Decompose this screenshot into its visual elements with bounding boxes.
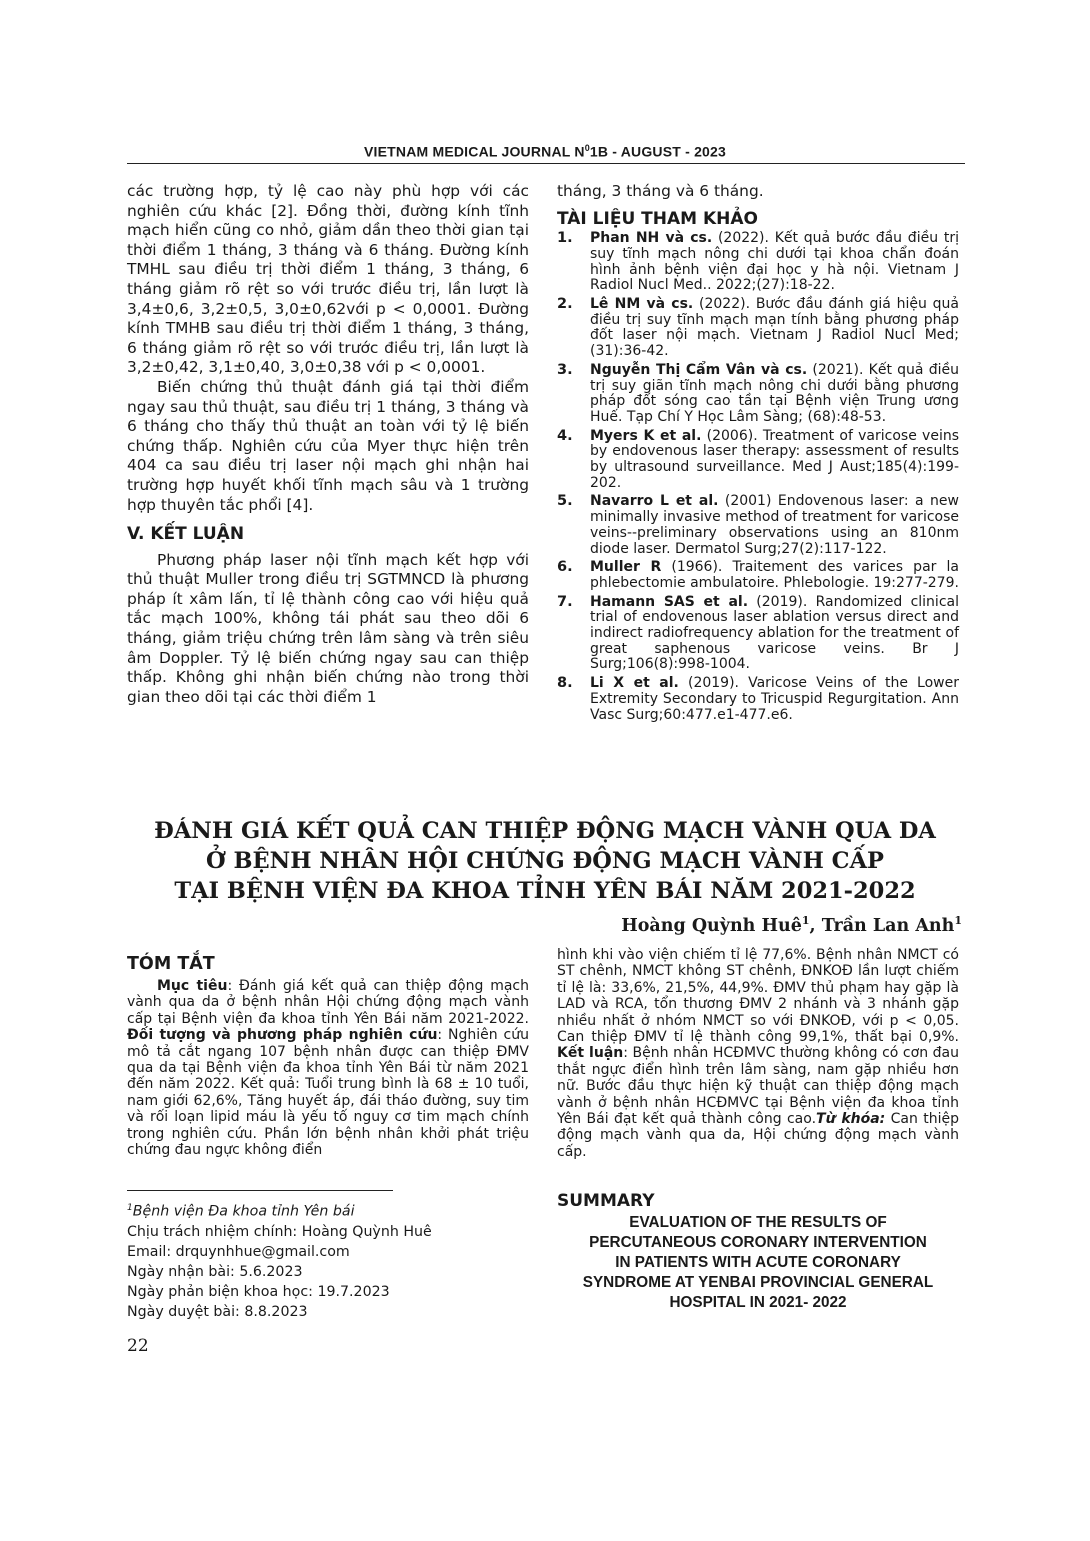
reference-number: 7. <box>557 593 573 610</box>
journal-sup: 0 <box>584 143 590 153</box>
paragraph-continuation: tháng, 3 tháng và 6 tháng. <box>557 182 764 200</box>
reference-item <box>557 494 959 557</box>
abstract-label-methods: Đối tượng và phương pháp nghiên cứu <box>127 1027 438 1044</box>
author-name: Hoàng Quỳnh Huê <box>621 915 802 936</box>
left-column <box>127 182 529 707</box>
page-number: 22 <box>127 1336 149 1356</box>
summary-title-line: IN PATIENTS WITH ACUTE CORONARY <box>615 1254 901 1271</box>
reference-author: Lê NM và cs. <box>590 296 694 312</box>
reference-text: (2021). Kết quả điều trị suy giãn tĩnh mạch nông chi dưới bằng phương pháp đốt sóng cao tần tại Bệnh viện Trung ương Huế. Tạp Chí Y Học Lâm Sàng; (68):48-53. <box>590 361 959 425</box>
reference-item <box>557 595 959 674</box>
reference-text: (2022). Kết quả bước đầu điều trị suy tĩnh mạch nông chi dưới tại khoa chẩn đoán hình ảnh bệnh viện đại học y hà nội. Vietnam J Radiol Nucl Med.. 2022;(27):18-22. <box>590 230 959 294</box>
abstract-body-left <box>127 978 529 1158</box>
reference-item <box>557 231 959 294</box>
header-rule <box>127 163 965 164</box>
footnote-approved: Ngày duyệt bài: 8.8.2023 <box>127 1303 308 1320</box>
reference-author: Navarro L et al. <box>590 493 719 510</box>
author-name: Trần Lan Anh <box>821 915 955 936</box>
article-title-line: ĐÁNH GIÁ KẾT QUẢ CAN THIỆP ĐỘNG MẠCH VÀNH QUA DA <box>154 818 936 844</box>
summary-title-line: EVALUATION OF THE RESULTS OF <box>629 1214 887 1231</box>
reference-number: 5. <box>557 493 573 510</box>
right-column <box>557 182 959 726</box>
article-title <box>0 816 1090 906</box>
references-heading: TÀI LIỆU THAM KHẢO <box>557 208 758 229</box>
section-heading-conclusion: V. KẾT LUẬN <box>127 524 245 545</box>
journal-issue: 1B - AUGUST - 2023 <box>589 143 727 160</box>
article-title-line: Ở BỆNH NHÂN HỘI CHỨNG ĐỘNG MẠCH VÀNH CẤP <box>206 848 884 874</box>
author-affiliation-mark: 1 <box>801 914 810 927</box>
summary-title-line: PERCUTANEOUS CORONARY INTERVENTION <box>589 1234 927 1251</box>
reference-author: Muller R <box>590 559 662 576</box>
reference-text: (2001) Endovenous laser: a new minimally invasive method of treatment for varicose veins--preliminary observations using an 810nm diode laser. Dermatol Surg;27(2):117-122. <box>590 493 959 557</box>
reference-author: Nguyễn Thị Cẩm Vân và cs. <box>590 361 808 378</box>
footnote-received: Ngày nhận bài: 5.6.2023 <box>127 1263 303 1280</box>
abstract-label-objective: Mục tiêu <box>157 978 228 994</box>
reference-text: (2019). Randomized clinical trial of endovenous laser ablation versus direct and indirect radiofrequency ablation for the treatment of great saphenous varicose veins. Br J Surg;106(8):998-1004. <box>590 593 959 673</box>
paragraph-discussion-2: Biến chứng thủ thuật đánh giá tại thời điểm ngay sau thủ thuật, sau điều trị 1 tháng, 3 tháng và 6 tháng cho thấy thủ thuật an toàn với tỷ lệ biến chứng thấp. Nghiên cứu của Myer thực hiện trên 404 ca sau điều trị laser nội mạch ghi nhận hai trường hợp huyết khối tĩnh mạch sâu và 1 trường hợp thuyên tắc phổi [4]. <box>127 377 529 514</box>
footnote-rule <box>127 1190 393 1191</box>
footnote-responsible: Chịu trách nhiệm chính: Hoàng Quỳnh Huê <box>127 1223 432 1240</box>
abstract-conclusion: : Bệnh nhân HCĐMVC thường không có cơn đau thắt ngực điển hình trên lâm sàng, nam gặp nhiều hơn nữ. Bước đầu thực hiện kỹ thuật can thiệp động mạch vành ở bệnh nhân HCĐMVC tại Bệnh viện đa khoa tỉnh Yên Bái đạt kết quả thành công cao. <box>557 1045 959 1128</box>
abstract-keywords: Can thiệp động mạch vành qua da, Hội chứng động mạch vành cấp. <box>557 1111 959 1160</box>
journal-header <box>0 143 1090 160</box>
reference-author: Myers K et al. <box>590 427 702 444</box>
reference-author: Hamann SAS et al. <box>590 593 749 610</box>
summary-title <box>557 1213 959 1313</box>
summary-heading: SUMMARY <box>557 1191 655 1211</box>
footnote-affiliation-text: Bệnh viện Đa khoa tỉnh Yên bái <box>132 1203 355 1220</box>
article-title-line: TẠI BỆNH VIỆN ĐA KHOA TỈNH YÊN BÁI NĂM 2021-2022 <box>174 878 916 904</box>
author-separator: , <box>809 915 822 936</box>
reference-author: Li X et al. <box>590 675 679 692</box>
article-authors <box>621 914 962 936</box>
reference-number: 1. <box>557 230 573 247</box>
footnote-reviewed: Ngày phản biện khoa học: 19.7.2023 <box>127 1283 390 1300</box>
abstract-heading: TÓM TẮT <box>127 954 215 974</box>
summary-title-line: SYNDROME AT YENBAI PROVINCIAL GENERAL <box>582 1274 934 1291</box>
reference-number: 4. <box>557 427 573 444</box>
reference-text: (1966). Traitement des varices par la phlebectomie ambulatoire. Phlebologie. 19:277-279. <box>590 559 959 591</box>
paragraph-conclusion: Phương pháp laser nội tĩnh mạch kết hợp với thủ thuật Muller trong điều trị SGTMNCD là phương pháp ít xâm lấn, tỉ lệ thành công cao với hiệu quả tắc mạch 100%, không tái phát sau theo dõi 6 tháng, giảm triệu chứng trên lâm sàng và trên siêu âm Doppler. Tỷ lệ biến chứng ngay sau can thiệp thấp. Không ghi nhận biến chứng nào trong thời gian theo dõi tại các thời điểm 1 <box>127 550 529 706</box>
abstract-results: hình khi vào viện chiếm tỉ lệ 77,6%. Bệnh nhân NMCT có ST chênh, NMCT không ST chênh, ĐNKOĐ lần lượt chiếm tỉ lệ là: 33,6%, 21,5%, 44,9%. ĐMV thủ phạm hay gặp là LAD và RCA, tổn thương ĐMV 2 nhánh và 3 nhánh gặp nhiều nhất ở nhóm NMCT so với ĐNKOĐ, với p < 0,05. Can thiệp ĐMV tỉ lệ thành công 99,1%, thất bại 0,9%. <box>557 947 959 1046</box>
author-affiliation-mark: 1 <box>954 914 962 927</box>
journal-name: VIETNAM MEDICAL JOURNAL N <box>363 143 585 160</box>
reference-text: (2022). Bước đầu đánh giá hiệu quả điều trị suy tĩnh mạch mạn tính bằng phương pháp đốt laser nội mạch. Vietnam J Radiol Nucl Med;(31):36-42. <box>590 296 959 360</box>
reference-text: (2019). Varicose Veins of the Lower Extremity Secondary to Tricuspid Regurgitation. Ann Vasc Surg;60:477.e1-477.e6. <box>590 675 959 723</box>
reference-number: 6. <box>557 559 573 576</box>
abstract-label-keywords: Từ khóa: <box>816 1111 886 1128</box>
summary-title-line: HOSPITAL IN 2021- 2022 <box>669 1294 847 1311</box>
summary-section <box>557 1191 959 1313</box>
abstract-right <box>557 947 959 1160</box>
reference-list <box>557 231 959 723</box>
reference-number: 8. <box>557 675 573 692</box>
abstract-objective: : Đánh giá kết quả can thiệp động mạch vành qua da ở bệnh nhân Hội chứng động mạch vành cấp tại Bệnh viện đa khoa tỉnh Yên Bái năm 2021-2022. <box>127 978 529 1027</box>
footnote-mark: 1 <box>127 1203 133 1213</box>
footnote-email: Email: drquynhhue@gmail.com <box>127 1243 350 1260</box>
reference-author: Phan NH và cs. <box>590 230 713 247</box>
abstract-label-conclusion: Kết luận <box>557 1045 624 1062</box>
abstract-left <box>127 954 529 1158</box>
abstract-methods: : Nghiên cứu mô tả cắt ngang 107 bệnh nhân được can thiệp ĐMV qua da tại Bệnh viện đa khoa tỉnh Yên Bái từ năm 2021 đến năm 2022. Kết quả: Tuổi trung bình là 68 ± 10 tuổi, nam giới 62,6%, Tăng huyết áp, đái tháo đường, suy tim và rối loạn lipid máu là yếu tố nguy cơ tim mạch chính trong nghiên cứu. Phần lớn bệnh nhân khởi phát triệu chứng đau ngực không điển <box>127 1027 529 1159</box>
reference-item <box>557 676 959 723</box>
reference-item <box>557 297 959 360</box>
reference-number: 2. <box>557 296 573 312</box>
footnote <box>127 1198 529 1322</box>
reference-item <box>557 560 959 591</box>
footnote-affiliation <box>127 1198 529 1222</box>
reference-item <box>557 429 959 492</box>
reference-item <box>557 363 959 426</box>
paragraph-discussion-1: các trường hợp, tỷ lệ cao này phù hợp với các nghiên cứu khác [2]. Đồng thời, đường kính tĩnh mạch hiển cũng co nhỏ, giảm dần theo thời gian tại thời điểm 1 tháng, 3 tháng và 6 tháng. Đường kính TMHL sau điều trị thời điểm 1 tháng, 3 tháng, 6 tháng giảm rõ rệt so với trước điều trị, lần lượt là 3,4±0,6, 3,2±0,5, 3,0±0,62với p < 0,0001. Đường kính TMHB sau điều trị thời điểm 1 tháng, 3 tháng, 6 tháng giảm rõ rệt so với trước điều trị, lần lượt là 3,2±0,42, 3,1±0,40, 3,0±0,38 với p < 0,0001. <box>127 182 529 377</box>
reference-text: (2006). Treatment of varicose veins by endovenous laser therapy: assessment of results by ultrasound surveillance. Med J Aust;185(4):199-202. <box>590 427 960 491</box>
reference-number: 3. <box>557 361 573 378</box>
